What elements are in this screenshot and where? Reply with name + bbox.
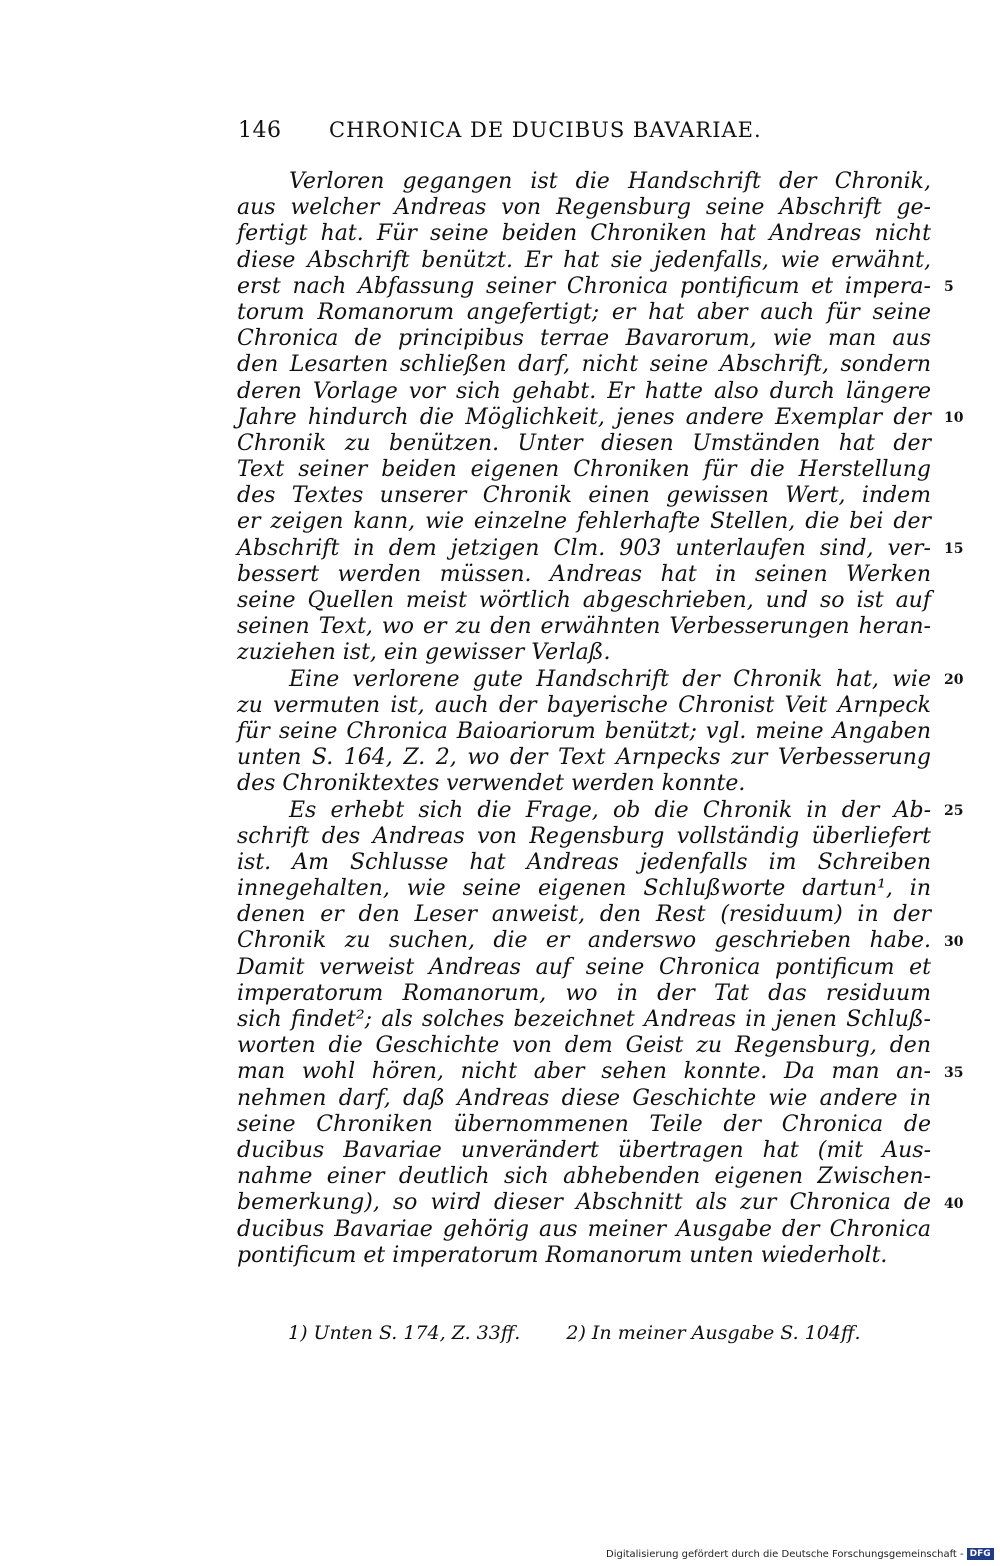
footnote-1: 1) Unten S. 174, Z. 33ff.: [288, 1322, 521, 1344]
text-line: [237, 431, 931, 457]
text-line-content: Damit verweist Andreas auf seine Chronica pontificum et: [237, 954, 931, 980]
text-line: [237, 955, 931, 981]
text-line-content: unten S. 164, Z. 2, wo der Text Arnpecks zur Verbesserung: [237, 745, 931, 771]
text-line-content: Chronik zu suchen, die er anderswo geschrieben habe.: [237, 928, 931, 954]
text-line: [237, 824, 931, 850]
text-line-content: Verloren gegangen ist die Handschrift der Chronik,: [289, 169, 931, 194]
text-line-content: fertigt hat. Für seine beiden Chroniken hat Andreas nicht: [237, 221, 931, 247]
text-line: [237, 902, 931, 928]
text-line-content: erst nach Abfassung seiner Chronica pontificum et impera-: [237, 273, 931, 299]
text-line: [237, 693, 931, 719]
page-header: [238, 118, 928, 152]
text-line: [237, 221, 931, 247]
text-line: [237, 1138, 931, 1164]
text-line-content: bemerkung), so wird dieser Abschnitt als zur Chronica de: [237, 1190, 931, 1216]
text-line-content: worten die Geschichte von dem Geist zu Regensburg, den: [237, 1033, 931, 1059]
text-line: [237, 1190, 931, 1216]
credit-text: Digitalisierung gefördert durch die Deutsche Forschungsgemeinschaft -: [606, 1549, 964, 1560]
text-line: [237, 1243, 931, 1269]
line-number: 35: [944, 1064, 964, 1081]
text-line-content: pontificum et imperatorum Romanorum unten wiederholt.: [237, 1242, 888, 1268]
text-line: [237, 274, 931, 300]
line-number: 15: [944, 540, 964, 557]
text-line-content: diese Abschrift benützt. Er hat sie jedenfalls, wie erwähnt,: [237, 247, 931, 273]
text-line: [237, 588, 931, 614]
text-line-content: Abschrift in dem jetzigen Clm. 903 unterlaufen sind, ver-: [237, 535, 931, 561]
text-line: [237, 536, 931, 562]
text-line-content: den Lesarten schließen darf, nicht seine Abschrift, sondern: [237, 352, 931, 378]
text-line-content: man wohl hören, nicht aber sehen konnte. Da man an-: [237, 1059, 931, 1085]
text-line: [237, 1112, 931, 1138]
text-line: [237, 1086, 931, 1112]
text-line: [237, 405, 931, 431]
text-line-content: des Chroniktextes verwendet werden konnte.: [237, 771, 746, 797]
text-line: [237, 169, 931, 195]
text-line-content: des Textes unserer Chronik einen gewissen Wert, indem: [237, 483, 931, 509]
footnotes: [288, 1322, 928, 1344]
text-line-content: deren Vorlage vor sich gehabt. Er hatte also durch längere: [237, 378, 931, 404]
text-line: [237, 1059, 931, 1085]
text-line-content: für seine Chronica Baioariorum benützt; vgl. meine Angaben: [237, 718, 931, 744]
text-line-content: ist. Am Schlusse hat Andreas jedenfalls im Schreiben: [237, 849, 931, 875]
text-line-content: nahme einer deutlich sich abhebenden eigenen Zwischen-: [237, 1164, 931, 1190]
main-text: [237, 169, 931, 1269]
text-line-content: zu vermuten ist, auch der bayerische Chronist Veit Arnpeck: [237, 692, 931, 718]
text-line: [237, 1164, 931, 1190]
dfg-logo: DFG: [967, 1548, 994, 1560]
text-line-content: ducibus Bavariae unverändert übertragen hat (mit Aus-: [237, 1137, 931, 1163]
text-line-content: seinen Text, wo er zu den erwähnten Verbesserungen heran-: [237, 614, 931, 640]
text-line: [237, 771, 931, 797]
text-line-content: Es erhebt sich die Frage, ob die Chronik in der Ab-: [289, 797, 931, 823]
text-line-content: imperatorum Romanorum, wo in der Tat das residuum: [237, 980, 931, 1006]
text-line: [237, 352, 931, 378]
text-line: [237, 483, 931, 509]
text-line-content: zuziehen ist, ein gewisser Verlaß.: [237, 640, 611, 666]
text-line-content: denen er den Leser anweist, den Rest (residuum) in der: [237, 902, 931, 928]
page-number: 146: [238, 118, 282, 143]
text-line: [237, 1007, 931, 1033]
text-line-content: Chronica de principibus terrae Bavarorum, wie man aus: [237, 326, 931, 352]
text-line: [237, 614, 931, 640]
footnote-2: 2) In meiner Ausgabe S. 104ff.: [566, 1322, 861, 1344]
text-line: [237, 667, 931, 693]
text-line-content: ducibus Bavariae gehörig aus meiner Ausgabe der Chronica: [237, 1216, 931, 1242]
text-line: [237, 928, 931, 954]
line-number: 30: [944, 933, 964, 950]
text-line: [237, 745, 931, 771]
text-line-content: er zeigen kann, wie einzelne fehlerhafte Stellen, die bei der: [237, 509, 931, 535]
line-number: 5: [944, 278, 954, 295]
text-line: [237, 326, 931, 352]
digitization-credit: [606, 1548, 996, 1562]
line-number: 25: [944, 802, 964, 819]
text-line-content: sich findet²; als solches bezeichnet Andreas in jenen Schluß-: [237, 1007, 931, 1032]
text-line-content: nehmen darf, daß Andreas diese Geschichte wie andere in: [237, 1085, 931, 1111]
text-line-content: Eine verlorene gute Handschrift der Chronik hat, wie: [289, 666, 931, 692]
line-number: 40: [944, 1195, 964, 1212]
text-line-content: seine Quellen meist wörtlich abgeschrieben, und so ist auf: [237, 588, 931, 613]
text-line-content: Chronik zu benützen. Unter diesen Umständen hat der: [237, 430, 931, 456]
text-line: [237, 640, 931, 666]
text-line: [237, 248, 931, 274]
text-line-content: Text seiner beiden eigenen Chroniken für die Herstellung: [237, 457, 931, 483]
line-number: 20: [944, 671, 964, 688]
text-line: [237, 195, 931, 221]
text-line: [237, 1217, 931, 1243]
text-line-content: bessert werden müssen. Andreas hat in seinen Werken: [237, 561, 931, 587]
text-line: [237, 562, 931, 588]
text-line: [237, 876, 931, 902]
text-line: [237, 719, 931, 745]
text-line-content: torum Romanorum angefertigt; er hat aber auch für seine: [237, 299, 931, 325]
text-line: [237, 1033, 931, 1059]
text-line-content: innegehalten, wie seine eigenen Schlußworte dartun¹, in: [237, 876, 931, 902]
text-line-content: seine Chroniken übernommenen Teile der Chronica de: [237, 1111, 931, 1137]
text-line-content: aus welcher Andreas von Regensburg seine Abschrift ge-: [237, 195, 931, 221]
text-line: [237, 798, 931, 824]
text-line: [237, 379, 931, 405]
text-line: [237, 457, 931, 483]
text-line: [237, 300, 931, 326]
text-line: [237, 509, 931, 535]
line-number: 10: [944, 409, 964, 426]
text-line: [237, 981, 931, 1007]
text-line-content: schrift des Andreas von Regensburg vollständig überliefert: [237, 823, 931, 849]
text-line-content: Jahre hindurch die Möglichkeit, jenes andere Exemplar der: [237, 404, 931, 430]
text-line: [237, 850, 931, 876]
running-title: CHRONICA DE DUCIBUS BAVARIAE.: [329, 118, 762, 142]
